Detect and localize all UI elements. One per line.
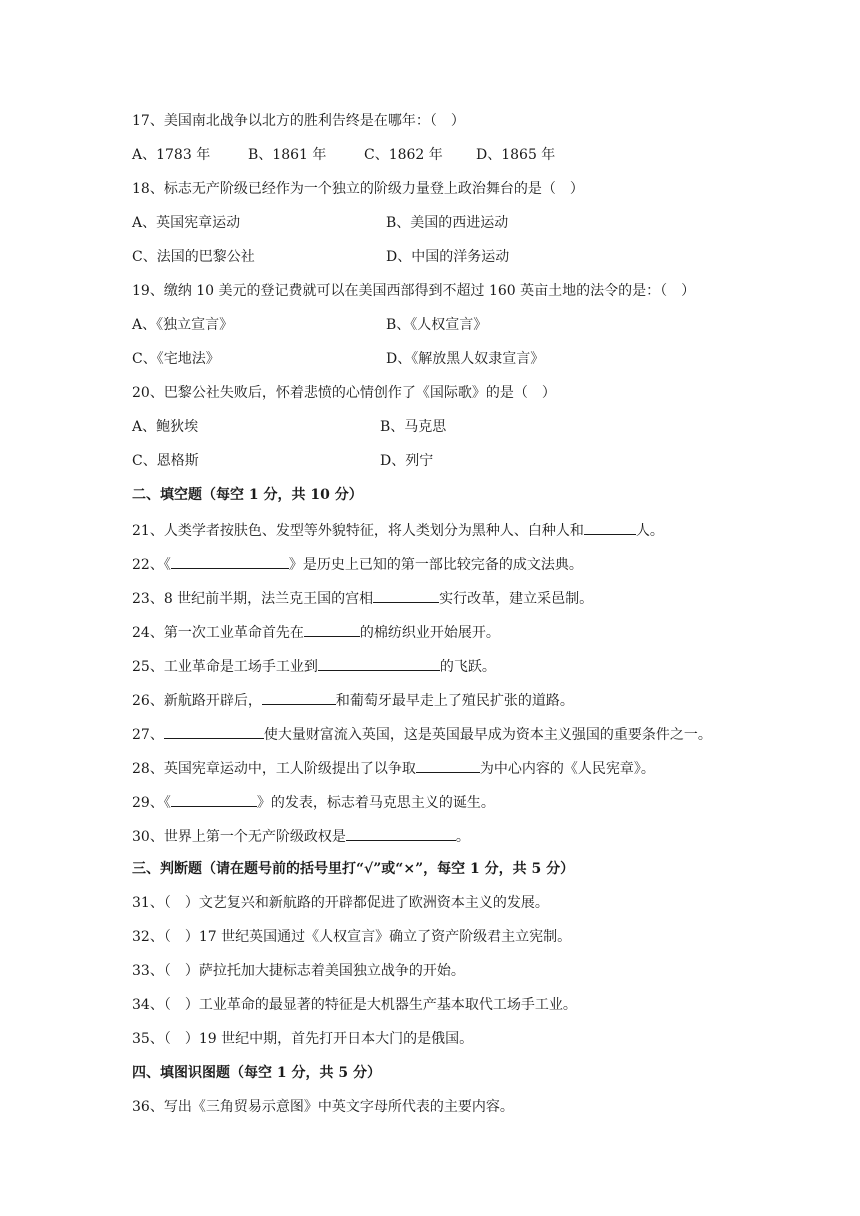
q23-text-before: 23、8 世纪前半期，法兰克王国的宫相 (132, 591, 374, 607)
q18-option-a: A、英国宪章运动 (132, 215, 241, 231)
question-18-stem: 18、标志无产阶级已经作为一个独立的阶级力量登上政治舞台的是（ ） (132, 181, 584, 197)
q29-text-after: 》的发表，标志着马克思主义的诞生。 (256, 795, 495, 811)
question-20-stem: 20、巴黎公社失败后，怀着悲愤的心情创作了《国际歌》的是（ ） (132, 385, 556, 401)
question-24 (132, 622, 500, 642)
q20-option-a: A、鲍狄埃 (132, 419, 199, 435)
q22-text-after: 》是历史上已知的第一部比较完备的成文法典。 (288, 557, 583, 573)
q33-answer-bracket[interactable]: 33、（ ） (132, 963, 199, 979)
question-32 (132, 928, 571, 946)
question-25 (132, 656, 496, 676)
q35-text: 19 世纪中期，首先打开日本大门的是俄国。 (198, 1031, 474, 1047)
q24-text-before: 24、第一次工业革命首先在 (132, 625, 304, 641)
question-19-stem: 19、缴纳 10 美元的登记费就可以在美国西部得到不超过 160 英亩土地的法令的是：（ ） (132, 283, 696, 299)
q27-text-after: 使大量财富流入英国，这是英国最早成为资本主义强国的重要条件之一。 (263, 727, 712, 743)
q18-option-c: C、法国的巴黎公社 (132, 249, 255, 265)
q31-text: 文艺复兴和新航路的开辟都促进了欧洲资本主义的发展。 (198, 895, 549, 911)
q27-blank[interactable] (164, 724, 264, 739)
section-4-heading: 四、填图识图题（每空 1 分，共 5 分） (132, 1065, 381, 1081)
q22-text-before: 22、《 (132, 557, 171, 573)
q24-text-after: 的棉纺织业开始展开。 (359, 625, 500, 641)
question-26 (132, 690, 574, 710)
q30-text-after: 。 (455, 829, 470, 845)
q29-text-before: 29、《 (132, 795, 171, 811)
q25-text-after: 的飞跃。 (439, 659, 496, 675)
q19-option-b: B、《人权宣言》 (386, 317, 488, 333)
question-31 (132, 894, 549, 912)
q21-blank[interactable] (584, 520, 636, 535)
q28-text-before: 28、英国宪章运动中，工人阶级提出了以争取 (132, 761, 416, 777)
q23-blank[interactable] (373, 588, 439, 603)
q19-option-d: D、《解放黑人奴隶宣言》 (386, 351, 545, 367)
q30-text-before: 30、世界上第一个无产阶级政权是 (132, 829, 346, 845)
q34-answer-bracket[interactable]: 34、（ ） (132, 997, 199, 1013)
question-21 (132, 520, 664, 540)
q17-option-b: B、1861 年 (248, 147, 327, 163)
q29-blank[interactable] (171, 792, 257, 807)
question-36: 36、写出《三角贸易示意图》中英文字母所代表的主要内容。 (132, 1099, 514, 1115)
question-27 (132, 724, 712, 744)
q20-option-b: B、马克思 (380, 419, 447, 435)
q19-option-c: C、《宅地法》 (132, 351, 220, 367)
question-30 (132, 826, 470, 846)
q30-blank[interactable] (346, 826, 456, 841)
q20-option-c: C、恩格斯 (132, 453, 199, 469)
question-33 (132, 962, 465, 980)
q18-option-b: B、美国的西进运动 (386, 215, 509, 231)
q25-blank[interactable] (318, 656, 440, 671)
q21-text-after: 人。 (635, 523, 664, 539)
q32-answer-bracket[interactable]: 32、（ ） (132, 929, 199, 945)
q17-option-a: A、1783 年 (132, 147, 211, 163)
q25-text-before: 25、工业革命是工场手工业到 (132, 659, 318, 675)
question-35 (132, 1030, 473, 1048)
question-22 (132, 554, 583, 574)
q31-answer-bracket[interactable]: 31、（ ） (132, 895, 199, 911)
section-3-heading: 三、判断题（请在题号前的括号里打“√”或“×”，每空 1 分，共 5 分） (132, 861, 575, 877)
q17-option-c: C、1862 年 (364, 147, 443, 163)
q35-answer-bracket[interactable]: 35、（ ） (132, 1031, 199, 1047)
q22-blank[interactable] (171, 554, 289, 569)
q17-option-d: D、1865 年 (476, 147, 556, 163)
section-2-heading: 二、填空题（每空 1 分，共 10 分） (132, 487, 363, 503)
q28-blank[interactable] (416, 758, 480, 773)
q28-text-after: 为中心内容的《人民宪章》。 (479, 761, 655, 777)
question-17-stem: 17、美国南北战争以北方的胜利告终是在哪年：（ ） (132, 113, 465, 129)
q24-blank[interactable] (304, 622, 360, 637)
question-34 (132, 996, 577, 1014)
q27-text-before: 27、 (132, 727, 164, 743)
q18-option-d: D、中国的洋务运动 (386, 249, 510, 265)
q21-text-before: 21、人类学者按肤色、发型等外貌特征，将人类划分为黑种人、白种人和 (132, 523, 584, 539)
q32-text: 17 世纪英国通过《人权宣言》确立了资产阶级君主立宪制。 (198, 929, 572, 945)
question-29 (132, 792, 495, 812)
q23-text-after: 实行改革，建立采邑制。 (439, 591, 594, 607)
q20-option-d: D、列宁 (380, 453, 434, 469)
question-28 (132, 758, 655, 778)
q26-blank[interactable] (262, 690, 336, 705)
q26-text-after: 和葡萄牙最早走上了殖民扩张的道路。 (335, 693, 574, 709)
q33-text: 萨拉托加大捷标志着美国独立战争的开始。 (198, 963, 465, 979)
q34-text: 工业革命的最显著的特征是大机器生产基本取代工场手工业。 (198, 997, 577, 1013)
question-23 (132, 588, 593, 608)
q26-text-before: 26、新航路开辟后， (132, 693, 262, 709)
q19-option-a: A、《独立宣言》 (132, 317, 234, 333)
